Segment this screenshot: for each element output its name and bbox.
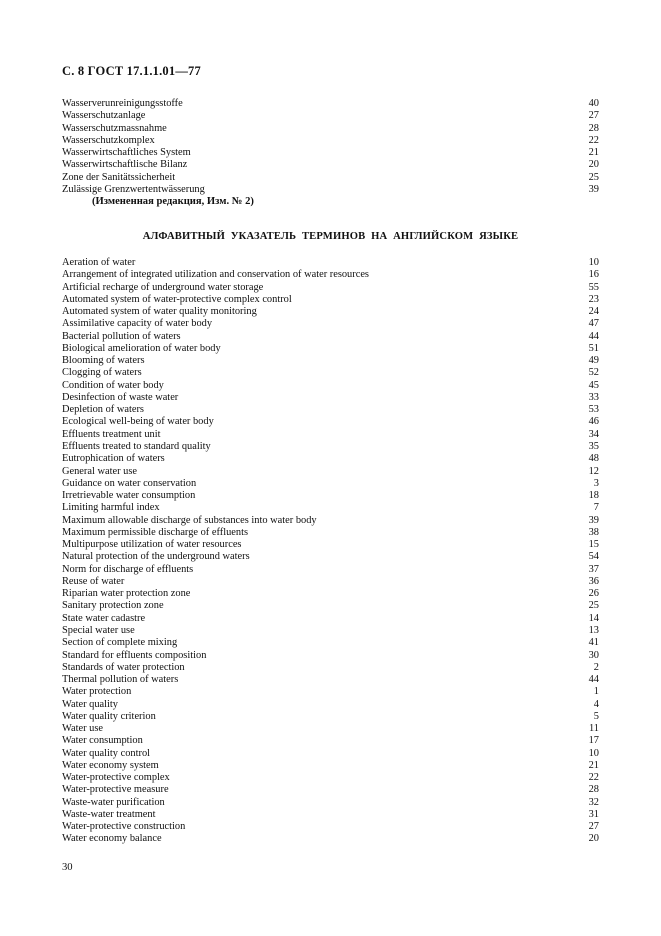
index-term: Multipurpose utilization of water resources <box>62 539 242 551</box>
index-term-number: 12 <box>588 465 599 477</box>
index-entry <box>62 441 599 453</box>
index-term: Zulässige Grenzwertentwässerung <box>62 183 205 195</box>
index-entry <box>62 269 599 281</box>
english-terms-list <box>62 257 599 846</box>
index-term-number: 41 <box>588 637 599 649</box>
index-term-number: 5 <box>593 710 599 722</box>
german-terms-list <box>62 98 599 196</box>
index-entry <box>62 797 599 809</box>
index-term-number: 4 <box>593 698 599 710</box>
index-entry <box>62 502 599 514</box>
index-entry <box>62 306 599 318</box>
index-entry <box>62 613 599 625</box>
index-entry <box>62 650 599 662</box>
index-entry <box>62 760 599 772</box>
index-entry <box>62 184 599 196</box>
index-entry <box>62 551 599 563</box>
index-term-number: 38 <box>588 526 599 538</box>
index-entry <box>62 355 599 367</box>
index-term: Water protection <box>62 686 132 698</box>
index-entry <box>62 711 599 723</box>
index-term: Waste-water treatment <box>62 808 156 820</box>
index-entry <box>62 429 599 441</box>
index-term-number: 48 <box>588 453 599 465</box>
index-entry <box>62 772 599 784</box>
index-term: Bacterial pollution of waters <box>62 330 181 342</box>
index-entry <box>62 282 599 294</box>
index-term-number: 36 <box>588 575 599 587</box>
english-index-title: АЛФАВИТНЫЙ УКАЗАТЕЛЬ ТЕРМИНОВ НА АНГЛИЙСКОМ ЯЗЫКЕ <box>142 231 519 242</box>
index-entry <box>62 686 599 698</box>
index-term: Wasserwirtschaftlische Bilanz <box>62 159 188 171</box>
index-term-number: 10 <box>588 257 599 268</box>
index-term-number: 11 <box>588 723 599 735</box>
index-term: Water quality control <box>62 747 151 759</box>
index-term: Depletion of waters <box>62 404 144 416</box>
index-entry <box>62 527 599 539</box>
index-term-number: 37 <box>588 563 599 575</box>
index-term-number: 55 <box>588 281 599 293</box>
index-term-number: 3 <box>593 477 599 489</box>
index-term: Irretrievable water consumption <box>62 490 196 502</box>
index-term: Arrangement of integrated utilization and conservation of water resources <box>62 269 369 281</box>
index-entry <box>62 367 599 379</box>
index-term-number: 49 <box>588 355 599 367</box>
index-entry <box>62 723 599 735</box>
index-entry <box>62 404 599 416</box>
index-entry <box>62 576 599 588</box>
index-term-number: 47 <box>588 318 599 330</box>
index-term-number: 7 <box>593 502 599 514</box>
index-term-number: 16 <box>588 269 599 281</box>
index-entry <box>62 135 599 147</box>
index-term: Clogging of waters <box>62 367 142 379</box>
index-term: Water-protective measure <box>62 784 169 796</box>
index-term-number: 32 <box>588 796 599 808</box>
index-term: State water cadastre <box>62 612 146 624</box>
index-term: Zone der Sanitätssicherheit <box>62 171 176 183</box>
index-term-number: 14 <box>588 612 599 624</box>
index-entry <box>62 392 599 404</box>
index-entry <box>62 625 599 637</box>
index-term-number: 27 <box>588 110 599 122</box>
index-term-number: 17 <box>588 735 599 747</box>
index-term: Water-protective construction <box>62 821 186 833</box>
index-entry <box>62 821 599 833</box>
index-entry <box>62 478 599 490</box>
index-term: Thermal pollution of waters <box>62 674 179 686</box>
index-entry <box>62 453 599 465</box>
index-entry <box>62 318 599 330</box>
index-entry <box>62 588 599 600</box>
index-term-number: 27 <box>588 821 599 833</box>
index-term: Waste-water purification <box>62 796 165 808</box>
index-term: Wasserschutzkomplex <box>62 134 155 146</box>
index-entry <box>62 809 599 821</box>
index-term-number: 18 <box>588 490 599 502</box>
index-entry <box>62 466 599 478</box>
index-term: Assimilative capacity of water body <box>62 318 213 330</box>
index-term: Water consumption <box>62 735 143 747</box>
index-entry <box>62 172 599 184</box>
index-entry <box>62 539 599 551</box>
index-term: Water economy system <box>62 759 159 771</box>
index-entry <box>62 490 599 502</box>
page-header: С. 8 ГОСТ 17.1.1.01—77 <box>62 64 201 78</box>
index-entry <box>62 416 599 428</box>
index-term: Automated system of water-protective complex control <box>62 293 292 305</box>
index-entry <box>62 748 599 760</box>
index-entry <box>62 98 599 110</box>
index-term-number: 20 <box>588 833 599 845</box>
index-term: Eutrophication of waters <box>62 453 165 465</box>
index-term: Effluents treated to standard quality <box>62 440 211 452</box>
index-term: Wasserverunreinigungsstoffe <box>62 98 183 109</box>
index-term: Ecological well-being of water body <box>62 416 214 428</box>
index-term-number: 46 <box>588 416 599 428</box>
index-term: Standard for effluents composition <box>62 649 207 661</box>
index-entry <box>62 123 599 135</box>
index-entry <box>62 380 599 392</box>
index-term-number: 39 <box>588 183 599 195</box>
amendment-note: (Измененная редакция, Изм. № 2) <box>92 196 254 207</box>
index-term: Natural protection of the underground waters <box>62 551 250 563</box>
index-term: Section of complete mixing <box>62 637 178 649</box>
index-term: Desinfection of waste water <box>62 391 179 403</box>
index-term-number: 21 <box>588 147 599 159</box>
index-term-number: 1 <box>593 686 599 698</box>
index-term-number: 15 <box>588 539 599 551</box>
index-term: Water-protective complex <box>62 772 170 784</box>
index-term-number: 30 <box>588 649 599 661</box>
index-term-number: 10 <box>588 747 599 759</box>
index-term: Maximum permissible discharge of effluents <box>62 526 249 538</box>
index-term-number: 24 <box>588 306 599 318</box>
index-term-number: 51 <box>588 342 599 354</box>
index-entry <box>62 159 599 171</box>
index-term: Aeration of water <box>62 257 136 268</box>
index-term: Effluents treatment unit <box>62 428 161 440</box>
index-term: Wasserwirtschaftliches System <box>62 147 191 159</box>
index-term-number: 33 <box>588 391 599 403</box>
index-term: Blooming of waters <box>62 355 145 367</box>
index-entry <box>62 147 599 159</box>
index-entry <box>62 735 599 747</box>
index-term-number: 25 <box>588 171 599 183</box>
index-term: Wasserschutzmassnahme <box>62 122 167 134</box>
index-term: Artificial recharge of underground water storage <box>62 281 264 293</box>
index-term-number: 28 <box>588 122 599 134</box>
index-term: Water quality <box>62 698 119 710</box>
index-entry <box>62 674 599 686</box>
index-term-number: 21 <box>588 759 599 771</box>
index-entry <box>62 564 599 576</box>
index-entry <box>62 110 599 122</box>
index-entry <box>62 257 599 269</box>
index-term-number: 22 <box>588 772 599 784</box>
index-term: Water use <box>62 723 103 735</box>
index-term: Biological amelioration of water body <box>62 342 221 354</box>
index-term: Automated system of water quality monitoring <box>62 306 257 318</box>
index-term-number: 22 <box>588 134 599 146</box>
index-entry <box>62 331 599 343</box>
index-term: General water use <box>62 465 138 477</box>
index-entry <box>62 343 599 355</box>
index-term-number: 23 <box>588 293 599 305</box>
index-term-number: 25 <box>588 600 599 612</box>
index-term: Riparian water protection zone <box>62 588 191 600</box>
index-entry <box>62 784 599 796</box>
index-term-number: 2 <box>593 661 599 673</box>
index-term-number: 45 <box>588 379 599 391</box>
index-term-number: 53 <box>588 404 599 416</box>
index-term: Standards of water protection <box>62 661 185 673</box>
index-term-number: 39 <box>588 514 599 526</box>
index-term: Guidance on water conservation <box>62 477 197 489</box>
index-entry <box>62 662 599 674</box>
index-term: Special water use <box>62 624 135 636</box>
index-term-number: 13 <box>588 624 599 636</box>
index-term-number: 34 <box>588 428 599 440</box>
index-term-number: 44 <box>588 674 599 686</box>
index-term-number: 54 <box>588 551 599 563</box>
index-term: Sanitary protection zone <box>62 600 164 612</box>
index-entry <box>62 600 599 612</box>
index-entry <box>62 833 599 845</box>
index-term: Maximum allowable discharge of substances into water body <box>62 514 317 526</box>
index-term: Limiting harmful index <box>62 502 160 514</box>
page-number: 30 <box>62 862 73 873</box>
index-term: Water quality criterion <box>62 710 156 722</box>
index-term: Norm for discharge of effluents <box>62 563 194 575</box>
index-term-number: 20 <box>588 159 599 171</box>
index-term-number: 28 <box>588 784 599 796</box>
index-entry <box>62 515 599 527</box>
index-term-number: 31 <box>588 808 599 820</box>
index-term: Reuse of water <box>62 575 125 587</box>
index-term-number: 44 <box>588 330 599 342</box>
index-entry <box>62 294 599 306</box>
index-entry <box>62 637 599 649</box>
index-term: Condition of water body <box>62 379 164 391</box>
index-term: Wasserschutzanlage <box>62 110 146 122</box>
index-term-number: 40 <box>588 98 599 109</box>
index-entry <box>62 699 599 711</box>
index-term: Water economy balance <box>62 833 162 845</box>
index-term-number: 35 <box>588 440 599 452</box>
index-term-number: 52 <box>588 367 599 379</box>
index-term-number: 26 <box>588 588 599 600</box>
